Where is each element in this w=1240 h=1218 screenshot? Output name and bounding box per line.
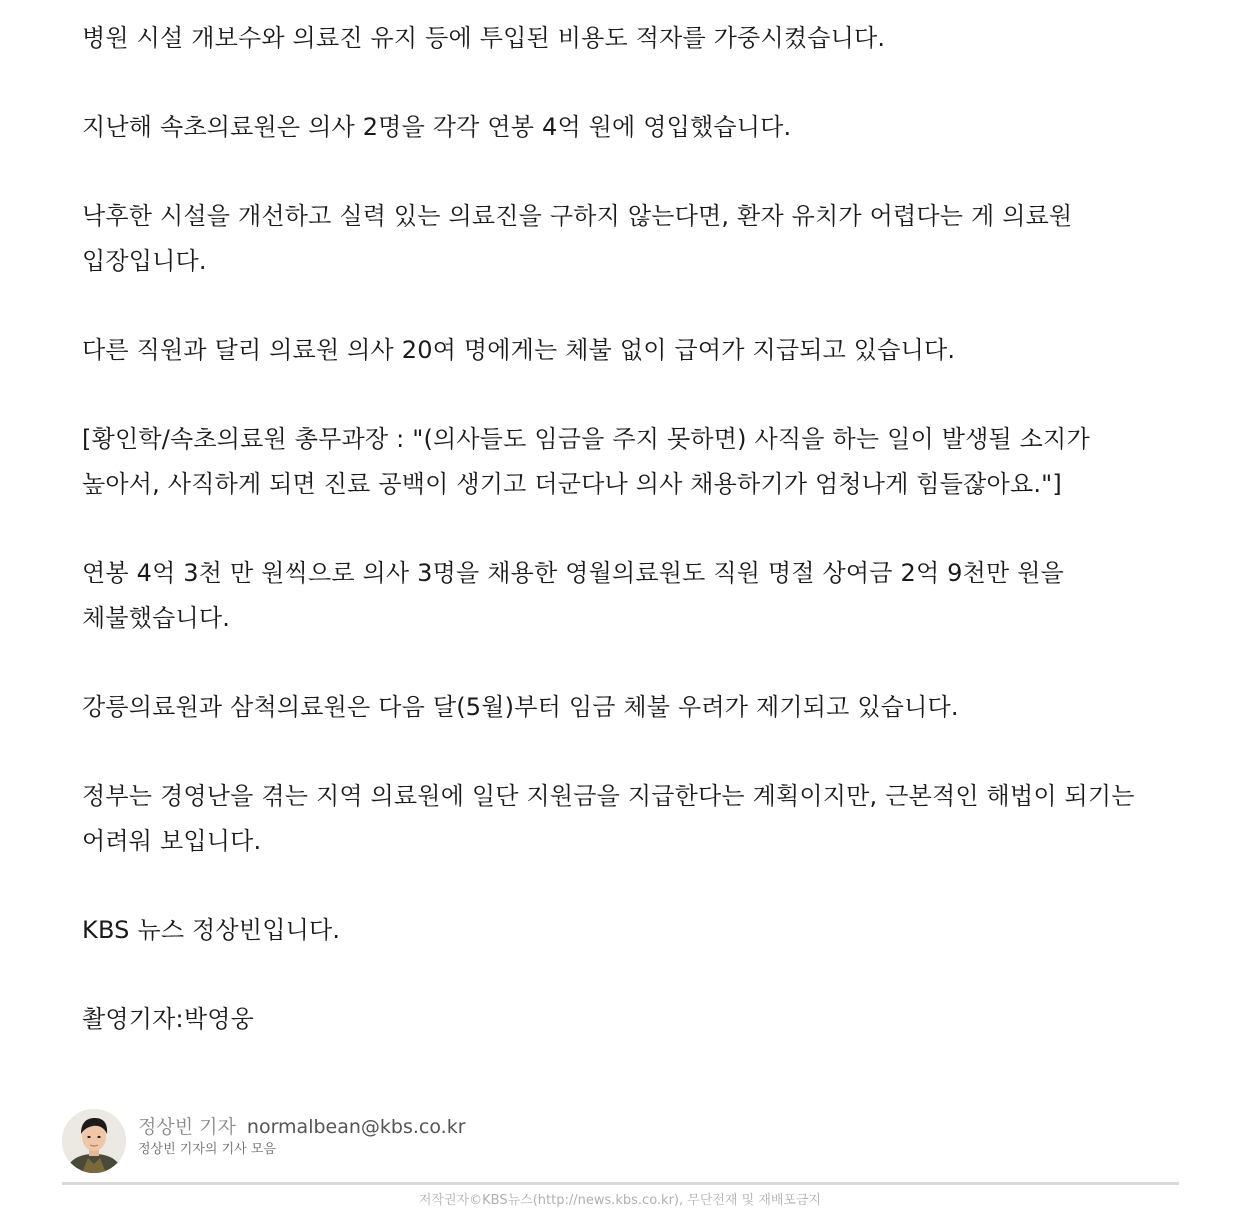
- article-paragraph: 정부는 경영난을 겪는 지역 의료원에 일단 지원금을 지급한다는 계획이지만, 근본적인 해법이 되기는 어려워 보입니다.: [82, 782, 1135, 855]
- footer-divider: [62, 1182, 1179, 1185]
- article-paragraph: 병원 시설 개보수와 의료진 유지 등에 투입된 비용도 적자를 가중시켰습니다.: [82, 24, 886, 52]
- reporter-name: 정상빈 기자: [138, 1116, 236, 1138]
- article-paragraph: 지난해 속초의료원은 의사 2명을 각각 연봉 4억 원에 영입했습니다.: [82, 113, 792, 141]
- reporter-articles-link[interactable]: 정상빈 기자의 기사 모음: [138, 1142, 276, 1157]
- article-body: [82, 16, 1162, 1042]
- article-paragraph: 강릉의료원과 삼척의료원은 다음 달(5월)부터 임금 체불 우려가 제기되고 있습니다.: [82, 693, 959, 721]
- article-signoff: KBS 뉴스 정상빈입니다.: [82, 916, 341, 944]
- camera-credit: 촬영기자:박영웅: [82, 1005, 254, 1033]
- interview-quote: [황인학/속초의료원 총무과장 : "(의사들도 임금을 주지 못하면) 사직을 하는 일이 발생될 소지가 높아서, 사직하게 되면 진료 공백이 생기고 더군다나 의사 채용하기가 엄청나게 힘들잖아요."]: [82, 425, 1090, 498]
- reporter-photo-icon[interactable]: [62, 1109, 126, 1173]
- article-paragraph: 다른 직원과 달리 의료원 의사 20여 명에게는 체불 없이 급여가 지급되고 있습니다.: [82, 336, 956, 364]
- reporter-byline: [62, 1108, 1178, 1176]
- article-paragraph: 낙후한 시설을 개선하고 실력 있는 의료진을 구하지 않는다면, 환자 유치가 어렵다는 게 의료원 입장입니다.: [82, 202, 1073, 275]
- reporter-email-link[interactable]: normalbean@kbs.co.kr: [246, 1116, 466, 1138]
- copyright-notice: 저작권자©KBS뉴스(http://news.kbs.co.kr), 무단전재 및 재배포금지: [418, 1193, 822, 1208]
- article-paragraph: 연봉 4억 3천 만 원씩으로 의사 3명을 채용한 영월의료원도 직원 명절 상여금 2억 9천만 원을 체불했습니다.: [82, 559, 1065, 632]
